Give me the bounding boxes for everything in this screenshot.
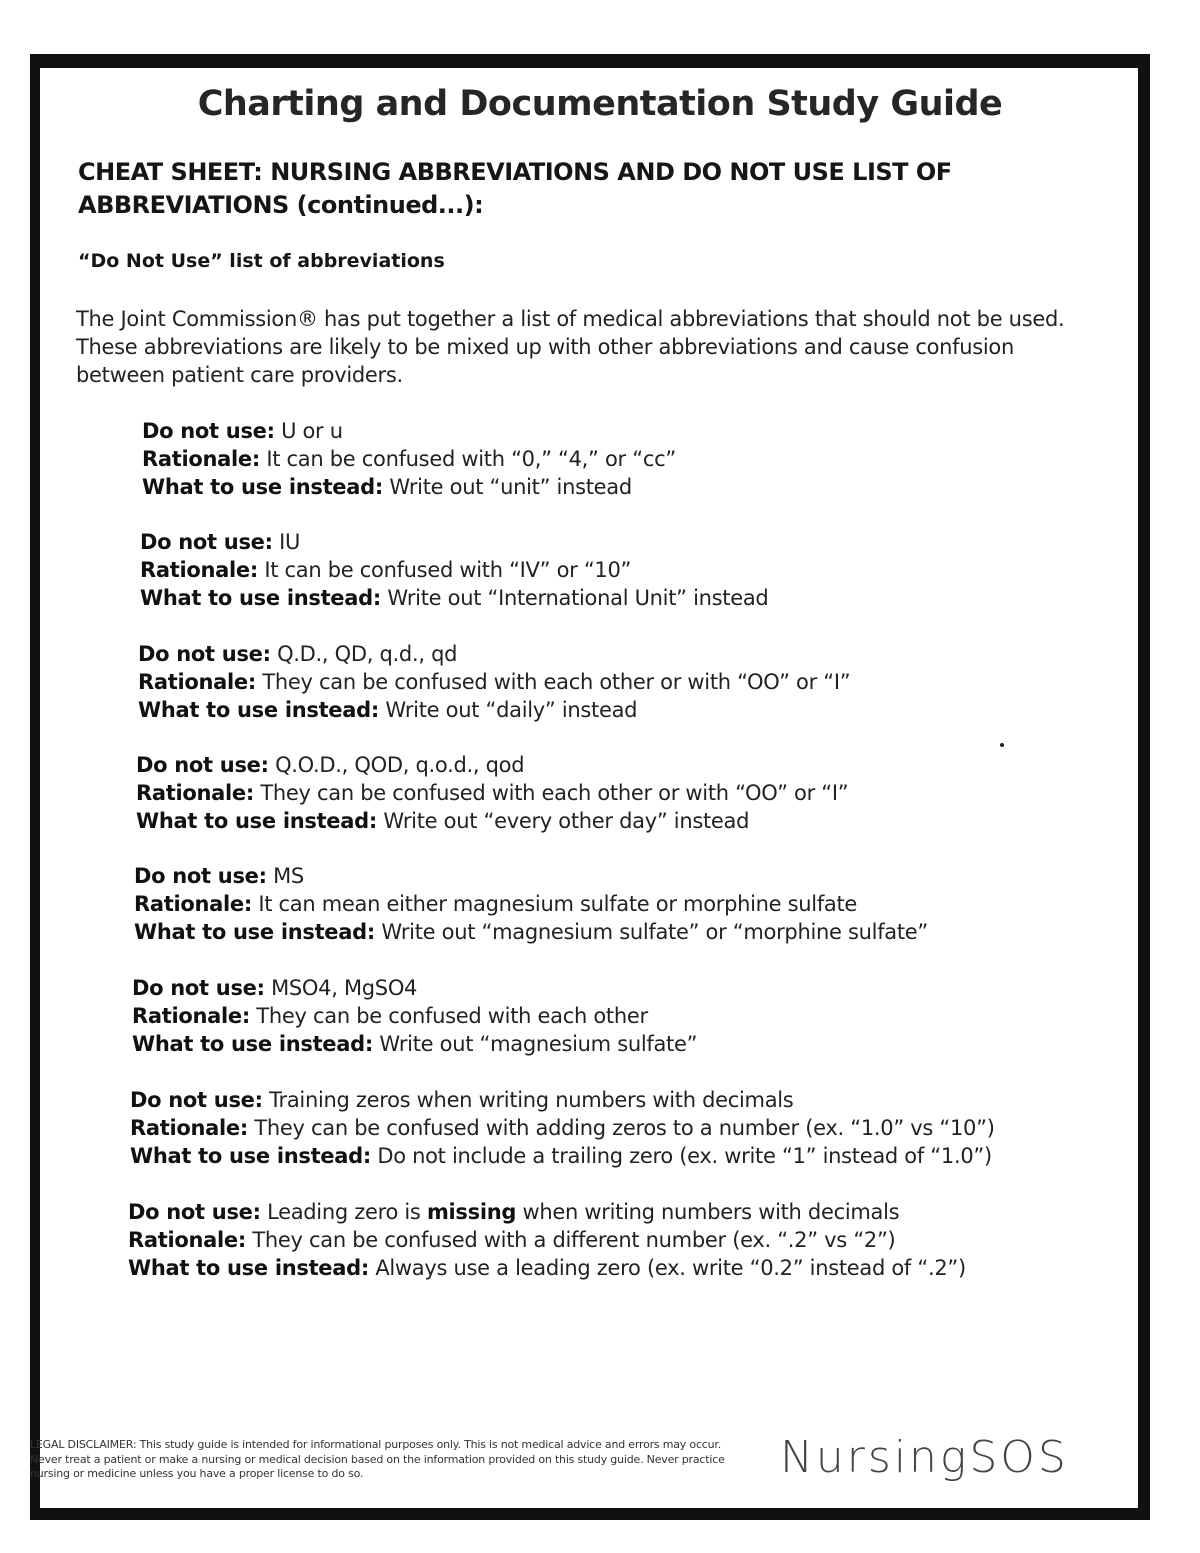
instead-label: What to use instead: bbox=[136, 809, 377, 833]
rationale-label: Rationale: bbox=[140, 558, 258, 582]
do-not-use-line bbox=[128, 1198, 966, 1226]
abbreviation-entry bbox=[132, 974, 697, 1058]
rationale-value: They can be confused with a different number (ex. “.2” vs “2”) bbox=[245, 1228, 896, 1252]
instead-value: Write out “every other day” instead bbox=[376, 809, 750, 833]
rationale-label: Rationale: bbox=[138, 670, 256, 694]
instead-label: What to use instead: bbox=[140, 586, 381, 610]
abbreviation-entry bbox=[140, 528, 768, 612]
do-not-use-value-start: Leading zero is bbox=[260, 1200, 427, 1224]
instead-label: What to use instead: bbox=[138, 698, 379, 722]
do-not-use-line bbox=[134, 862, 928, 890]
intro-paragraph: The Joint Commission® has put together a list of medical abbreviations that should not be used. These abbreviations are likely to be mixed up with other abbreviations and cause confusion between patient care providers. bbox=[76, 307, 1065, 387]
instead-value: Do not include a trailing zero (ex. write “1” instead of “1.0”) bbox=[370, 1144, 992, 1168]
instead-label: What to use instead: bbox=[132, 1032, 373, 1056]
abbreviation-entry bbox=[136, 751, 848, 835]
instead-label: What to use instead: bbox=[134, 920, 375, 944]
do-not-use-label: Do not use: bbox=[136, 753, 269, 777]
rationale-line bbox=[136, 779, 848, 807]
instead-line bbox=[136, 807, 848, 835]
abbreviation-entry bbox=[134, 862, 928, 946]
page-title: Charting and Documentation Study Guide bbox=[197, 84, 1003, 124]
rationale-label: Rationale: bbox=[142, 447, 260, 471]
instead-line bbox=[140, 584, 768, 612]
abbreviation-entry bbox=[142, 417, 676, 501]
rationale-line bbox=[132, 1002, 697, 1030]
instead-value: Write out “unit” instead bbox=[382, 475, 632, 499]
do-not-use-label: Do not use: bbox=[134, 864, 267, 888]
do-not-use-label: Do not use: bbox=[140, 530, 273, 554]
do-not-use-value: Q.O.D., QOD, q.o.d., qod bbox=[268, 753, 525, 777]
instead-label: What to use instead: bbox=[128, 1256, 369, 1280]
rationale-line bbox=[128, 1226, 966, 1254]
rationale-line bbox=[140, 556, 768, 584]
instead-value: Always use a leading zero (ex. write “0.2” instead of “.2”) bbox=[368, 1256, 966, 1280]
rationale-value: It can be confused with “IV” or “10” bbox=[257, 558, 632, 582]
instead-line bbox=[130, 1142, 995, 1170]
do-not-use-label: Do not use: bbox=[138, 642, 271, 666]
do-not-use-value: Q.D., QD, q.d., qd bbox=[270, 642, 458, 666]
instead-value: Write out “magnesium sulfate” or “morphine sulfate” bbox=[374, 920, 928, 944]
do-not-use-line bbox=[130, 1086, 995, 1114]
rationale-label: Rationale: bbox=[134, 892, 252, 916]
rationale-line bbox=[138, 668, 850, 696]
do-not-use-value: MS bbox=[266, 864, 304, 888]
instead-value: Write out “magnesium sulfate” bbox=[372, 1032, 698, 1056]
do-not-use-line bbox=[138, 640, 850, 668]
abbreviation-entry bbox=[130, 1086, 995, 1170]
do-not-use-value: MSO4, MgSO4 bbox=[264, 976, 418, 1000]
rationale-value: It can mean either magnesium sulfate or morphine sulfate bbox=[251, 892, 858, 916]
scan-speck bbox=[1000, 743, 1004, 747]
do-not-use-emphasis: missing bbox=[426, 1200, 517, 1224]
section-heading: “Do Not Use” list of abbreviations bbox=[78, 250, 445, 272]
do-not-use-value-end: when writing numbers with decimals bbox=[516, 1200, 900, 1224]
rationale-value: They can be confused with each other or with “OO” or “I” bbox=[255, 670, 851, 694]
instead-value: Write out “daily” instead bbox=[378, 698, 638, 722]
instead-line bbox=[138, 696, 850, 724]
do-not-use-label: Do not use: bbox=[132, 976, 265, 1000]
do-not-use-line bbox=[140, 528, 768, 556]
brand-logo: NursingSOS bbox=[780, 1432, 1069, 1483]
rationale-value: It can be confused with “0,” “4,” or “cc” bbox=[259, 447, 676, 471]
rationale-label: Rationale: bbox=[132, 1004, 250, 1028]
do-not-use-line bbox=[136, 751, 848, 779]
instead-label: What to use instead: bbox=[142, 475, 383, 499]
rationale-value: They can be confused with adding zeros to a number (ex. “1.0” vs “10”) bbox=[247, 1116, 995, 1140]
do-not-use-line bbox=[142, 417, 676, 445]
do-not-use-value: IU bbox=[272, 530, 301, 554]
do-not-use-label: Do not use: bbox=[142, 419, 275, 443]
instead-line bbox=[134, 918, 928, 946]
do-not-use-value: U or u bbox=[274, 419, 343, 443]
instead-line bbox=[128, 1254, 966, 1282]
instead-line bbox=[132, 1030, 697, 1058]
instead-value: Write out “International Unit” instead bbox=[380, 586, 769, 610]
rationale-value: They can be confused with each other or with “OO” or “I” bbox=[253, 781, 849, 805]
cheat-sheet-heading: CHEAT SHEET: NURSING ABBREVIATIONS AND DO NOT USE LIST OF ABBREVIATIONS (continued...): bbox=[78, 158, 952, 219]
rationale-line bbox=[134, 890, 928, 918]
legal-disclaimer: LEGAL DISCLAIMER: This study guide is intended for informational purposes only. This is not medical advice and errors may occur. Never treat a patient or make a nursing or medical decision based on the information provided on this study guide. Never practice nursing or medicine unless you have a proper license to do so. bbox=[30, 1438, 725, 1480]
abbreviation-entry bbox=[138, 640, 850, 724]
do-not-use-value: Training zeros when writing numbers with decimals bbox=[262, 1088, 794, 1112]
instead-line bbox=[142, 473, 676, 501]
do-not-use-label: Do not use: bbox=[128, 1200, 261, 1224]
rationale-label: Rationale: bbox=[128, 1228, 246, 1252]
instead-label: What to use instead: bbox=[130, 1144, 371, 1168]
rationale-label: Rationale: bbox=[130, 1116, 248, 1140]
do-not-use-line bbox=[132, 974, 697, 1002]
abbreviation-entry bbox=[128, 1198, 966, 1282]
rationale-value: They can be confused with each other bbox=[249, 1004, 648, 1028]
rationale-line bbox=[130, 1114, 995, 1142]
rationale-label: Rationale: bbox=[136, 781, 254, 805]
do-not-use-label: Do not use: bbox=[130, 1088, 263, 1112]
rationale-line bbox=[142, 445, 676, 473]
